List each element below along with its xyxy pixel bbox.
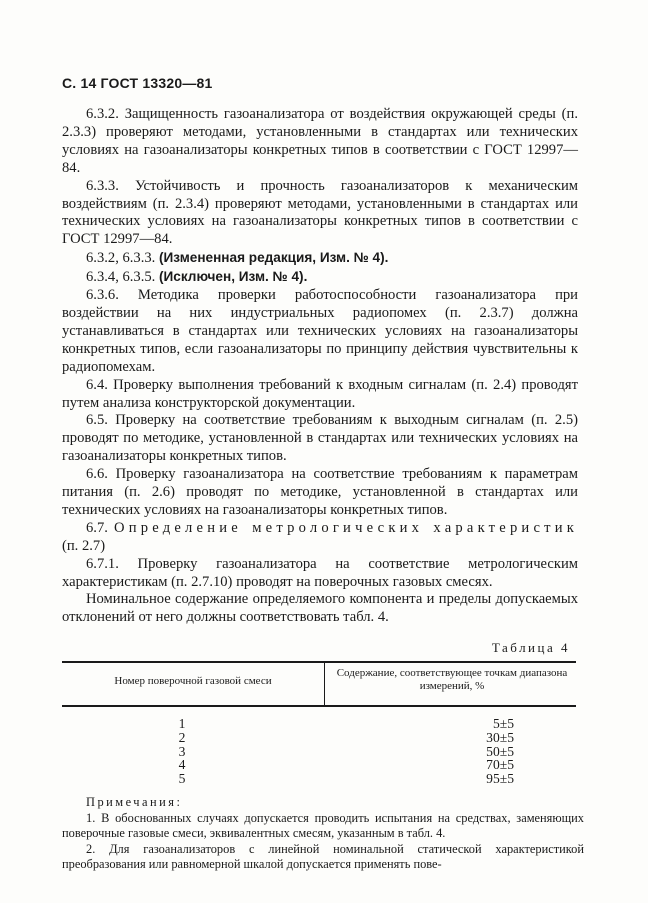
- amendment-note: (Измененная редакция, Изм. № 4).: [158, 250, 389, 266]
- section-number: 6.7.: [86, 519, 108, 536]
- note-2: 2. Для газоанализаторов с линейной номинальной статической характеристикой преобразования или равномерной шкалой допускается применять пове-: [62, 841, 584, 871]
- paragraph-6-3-2: 6.3.2. Защищенность газоанализатора от воздействия окружающей среды (п. 2.3.3) проверяют методами, установленными в стандартах или технических условиях на газоанализаторы конкретных типов в соответствии с ГОСТ 12997—84.: [62, 106, 578, 176]
- table-cell-value: 70±5: [486, 757, 514, 773]
- paragraph-6-7-1: 6.7.1. Проверку газоанализатора на соответствие метрологическим характеристикам (п. 2.7.10) проводят на поверочных газовых смесях.: [62, 555, 578, 590]
- table-cell-value: 5±5: [492, 716, 514, 731]
- paragraph-amendment: [62, 249, 578, 268]
- notes-title: Примечания:: [86, 795, 183, 809]
- table-cell-number: 4: [178, 757, 186, 773]
- table-cell-number: 3: [178, 743, 186, 759]
- paragraph-6-4: 6.4. Проверку выполнения требований к входным сигналам (п. 2.4) проводят путем анализа конструкторской документации.: [62, 376, 578, 411]
- table-header-number: Номер поверочной газовой смеси: [114, 675, 272, 687]
- table-cell-value: 95±5: [486, 771, 514, 787]
- paragraph-number: 6.3.2, 6.3.3.: [86, 250, 156, 267]
- paragraph-6-3-3: 6.3.3. Устойчивость и прочность газоанализаторов к механическим воздействиям (п. 2.3.4) проверяют методами, установленными в стандартах или технических условиях на газоанализаторы конкретных типов в соответствии с ГОСТ 12997—84.: [62, 177, 578, 248]
- paragraph-excluded: [62, 268, 578, 287]
- note-1: 1. В обоснованных случаях допускается проводить испытания на средствах, заменяющих поверочные газовые смеси, эквивалентных смесям, указанным в табл. 4.: [62, 810, 584, 840]
- table-header-rule: [62, 705, 576, 707]
- table-cell-number: 1: [178, 716, 186, 731]
- body-text: [62, 106, 578, 627]
- page-header: С. 14 ГОСТ 13320—81: [62, 75, 213, 91]
- paragraph-6-3-6: 6.3.6. Методика проверки работоспособности газоанализатора при воздействии на них индустриальных радиопомех (п. 2.3.7) должна устанавливаться в стандартах или технических условиях на газоанализаторы конкретных типов, если газоанализаторы по принципу действия чувствительны к радиопомехам.: [62, 287, 578, 375]
- table-column-values: [474, 717, 514, 786]
- table-cell-number: 2: [178, 729, 186, 745]
- table-cell-value: 30±5: [486, 729, 514, 745]
- table-header-content: Содержание, соответствующее точкам диапазона измерений, %: [336, 667, 568, 692]
- table-column-numbers: [170, 717, 194, 786]
- exclusion-note: (Исключен, Изм. № 4).: [158, 269, 308, 285]
- paragraph-number: 6.3.4, 6.3.5.: [86, 269, 156, 286]
- section-title: Определение метрологических характеристик: [114, 519, 579, 536]
- section-heading-6-7: [62, 520, 578, 556]
- paragraph-6-6: 6.6. Проверку газоанализатора на соответствие требованиям к параметрам питания (п. 2.6) проводят по методике, установленной в стандартах или технических условиях на газоанализаторы конкретных типов.: [62, 466, 578, 518]
- table-cell-value: 50±5: [486, 743, 514, 759]
- table-top-rule: [62, 661, 576, 663]
- table-cell-number: 5: [178, 771, 186, 787]
- paragraph-6-5: 6.5. Проверку на соответствие требованиям к выходным сигналам (п. 2.5) проводят по методике, установленной в стандартах или технических условиях на газоанализаторы конкретных типов.: [62, 412, 578, 465]
- table-title: Таблица 4: [491, 640, 570, 655]
- table-column-divider: [324, 661, 325, 706]
- paragraph-nominal: Номинальное содержание определяемого компонента и пределы допускаемых отклонений от него должны соответствовать табл. 4.: [62, 591, 578, 626]
- notes: [62, 795, 584, 873]
- section-ref: (п. 2.7): [62, 537, 106, 554]
